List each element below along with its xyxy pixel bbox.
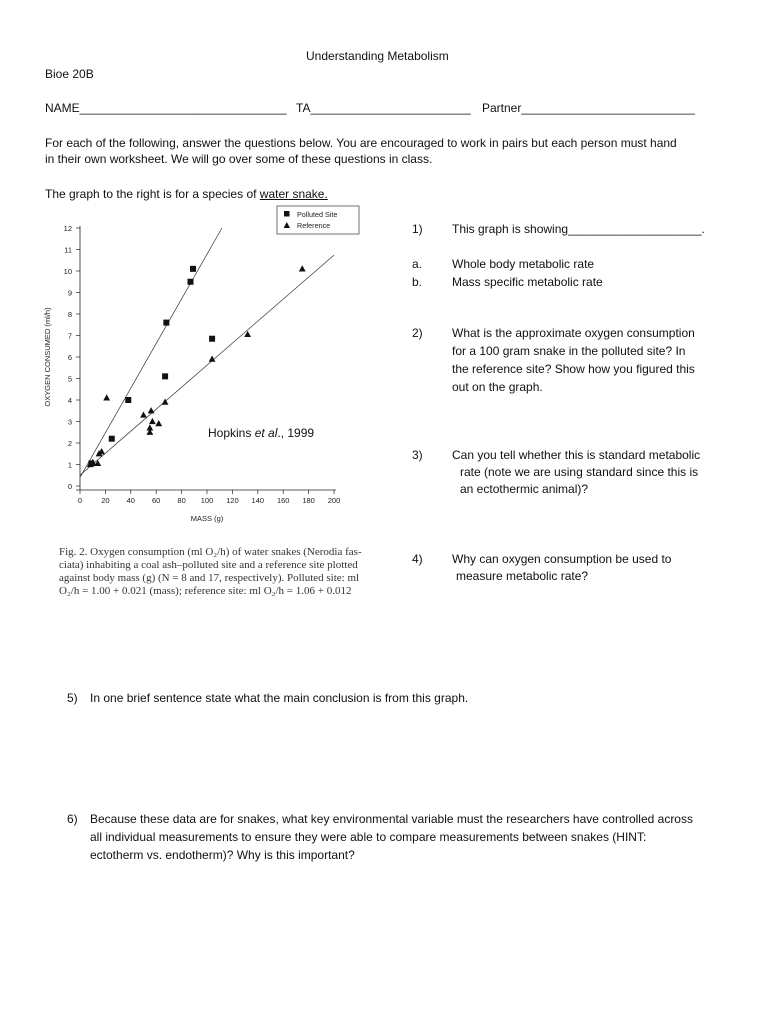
figure-caption-line-4: O₂/h = 1.00 + 0.021 (mass); reference site: ml O₂/h = 1.06 + 0.012 (59, 585, 352, 597)
x-tick-label: 180 (302, 496, 315, 505)
citation-year: ., 1999 (277, 426, 315, 440)
partner-field[interactable]: Partner__________________________ (482, 101, 695, 115)
y-tick-label: 6 (67, 353, 72, 362)
polluted-site-point (125, 397, 131, 403)
x-tick-label: 20 (101, 496, 110, 505)
x-axis-label: MASS (g) (190, 514, 224, 523)
figure-caption-line-2: ciata) inhabiting a coal ash–polluted site and a reference site plotted (59, 559, 358, 571)
y-tick-label: 11 (64, 245, 72, 255)
figure-caption-line-1: Fig. 2. Oxygen consumption (ml O₂/h) of water snakes (Nerodia fas- (59, 546, 362, 558)
y-tick-label: 7 (67, 331, 72, 341)
q5-number: 5) (67, 691, 78, 705)
reference-point (149, 418, 156, 424)
q3-line-1: Can you tell whether this is standard metabolic (452, 448, 701, 462)
q6-line-2: all individual measurements to ensure they were able to compare measurements between snakes (HINT: (90, 830, 647, 844)
y-tick-label: 3 (67, 417, 72, 427)
x-tick-label: 0 (77, 496, 83, 505)
oxygen-consumption-chart (30, 200, 380, 540)
y-tick-label: 2 (67, 439, 72, 448)
q1-option-b[interactable]: Mass specific metabolic rate (452, 275, 603, 289)
q6-line-3: ectotherm vs. endotherm)? Why is this important? (90, 848, 355, 862)
instructions-line-1: For each of the following, answer the questions below. You are encouraged to work in pairs but each person must hand (45, 136, 677, 150)
name-field[interactable]: NAME_______________________________ (45, 101, 287, 115)
x-tick-label: 60 (152, 496, 161, 505)
graph-intro-lead: The graph to the right is for a species of (45, 187, 260, 201)
course-label: Bioe 20B (45, 67, 94, 81)
q2-number: 2) (412, 326, 423, 340)
y-tick-label: 4 (67, 396, 72, 405)
polluted-site-point (162, 373, 168, 379)
q6-number: 6) (67, 812, 78, 826)
q2-line-2: for a 100 gram snake in the polluted site? In (452, 344, 686, 358)
y-tick-label: 12 (63, 224, 72, 233)
polluted-site-point (163, 320, 169, 326)
ta-field[interactable]: TA________________________ (296, 101, 471, 115)
reference-point (103, 394, 110, 400)
polluted-site-point (209, 336, 215, 342)
polluted-site-point (109, 436, 115, 442)
q2-line-1: What is the approximate oxygen consumption (452, 326, 695, 340)
legend-polluted-marker (284, 211, 290, 217)
x-tick-label: 40 (126, 496, 135, 505)
q1-text: This graph is showing____________________. (452, 222, 705, 236)
q2-line-3: the reference site? Show how you figured this (452, 362, 695, 376)
reference-point (146, 424, 153, 430)
x-tick-label: 160 (276, 496, 290, 505)
y-axis-label: OXYGEN CONSUMED (ml/h) (43, 307, 52, 407)
reference-fit-line (80, 255, 334, 475)
q1-option-a[interactable]: Whole body metabolic rate (452, 257, 595, 271)
q5-text: In one brief sentence state what the main conclusion is from this graph. (90, 691, 469, 705)
page-title: Understanding Metabolism (306, 49, 449, 63)
y-tick-label: 8 (67, 310, 72, 319)
q3-line-3: an ectothermic animal)? (460, 482, 589, 496)
y-tick-label: 10 (63, 267, 72, 276)
q6-line-1: Because these data are for snakes, what key environmental variable must the researchers have controlled across (90, 812, 693, 826)
citation-etal: et al (254, 426, 278, 440)
legend-polluted-label: Polluted Site (297, 210, 338, 219)
figure-caption-line-3: against body mass (g) (N = 8 and 17, respectively). Polluted site: ml (59, 572, 360, 584)
q1-number: 1) (412, 222, 423, 236)
q3-line-2: rate (note we are using standard since this is (460, 465, 699, 479)
q4-line-1: Why can oxygen consumption be used to (452, 552, 672, 566)
y-tick-label: 9 (67, 288, 72, 298)
citation-annotation (208, 426, 314, 440)
graph-intro-species: water snake. (259, 187, 328, 201)
q1-option-a-letter: a. (412, 257, 423, 271)
reference-point (155, 420, 162, 426)
reference-point (148, 407, 155, 413)
y-tick-label: 1 (67, 460, 72, 470)
reference-point (299, 265, 306, 271)
y-tick-label: 0 (67, 482, 72, 491)
x-tick-label: 200 (327, 496, 341, 505)
polluted-site-point (187, 279, 193, 285)
q4-line-2: measure metabolic rate? (456, 569, 589, 583)
x-tick-label: 120 (226, 496, 239, 505)
polluted-site-point (190, 266, 196, 272)
x-tick-label: 100 (200, 496, 214, 505)
x-tick-label: 140 (251, 496, 265, 505)
reference-point (94, 460, 101, 466)
q2-line-4: out on the graph. (452, 380, 543, 394)
y-tick-label: 5 (67, 374, 72, 384)
q4-number: 4) (412, 552, 423, 566)
x-tick-label: 80 (177, 496, 186, 505)
reference-point (140, 411, 147, 417)
polluted-fit-line (80, 228, 222, 477)
instructions-line-2: in their own worksheet. We will go over some of these questions in class. (45, 152, 433, 166)
legend-reference-label: Reference (297, 221, 331, 230)
citation-author: Hopkins (208, 426, 255, 440)
q1-option-b-letter: b. (412, 275, 423, 289)
q3-number: 3) (412, 448, 423, 462)
